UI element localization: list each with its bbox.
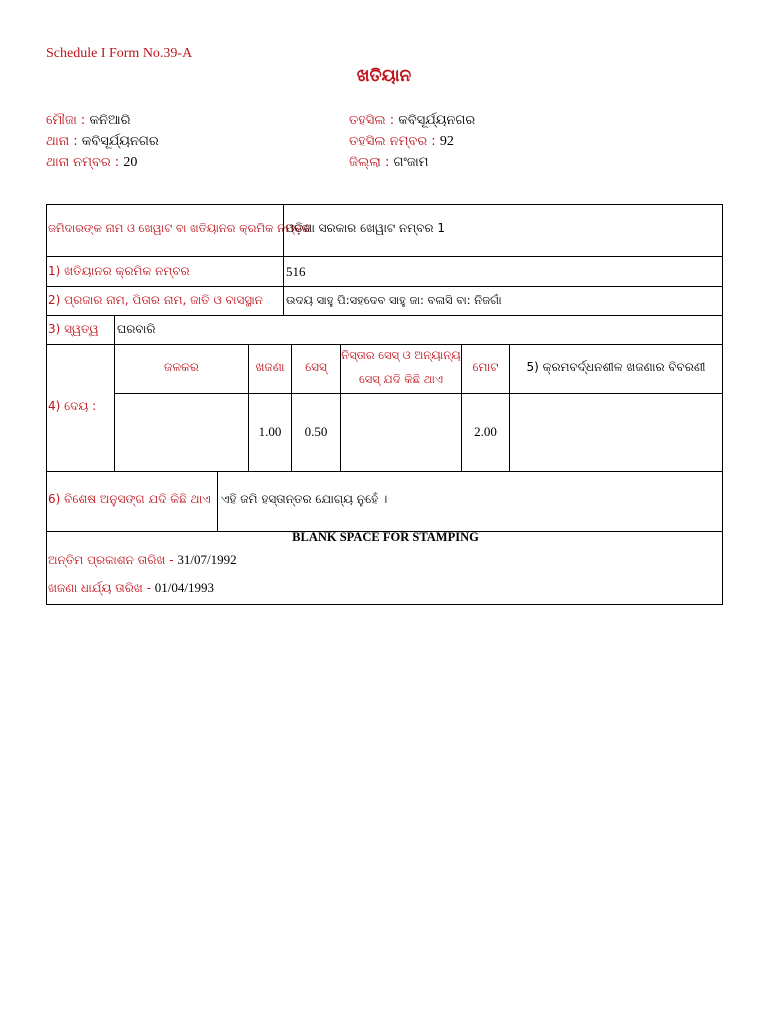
khatiyan-serial-value: 516 xyxy=(286,264,306,279)
table-rule xyxy=(340,344,341,471)
landlord-label: ଜମିଦାରଙ୍କ ନାମ ଓ ଖେୱାଟ ବା ଖତିୟାନର କ୍ରମିକ ନମ୍ବର xyxy=(48,221,311,235)
final-publication-value: 31/07/1992 xyxy=(177,552,237,567)
table-rule xyxy=(114,315,115,471)
thana-number-value: 20 xyxy=(123,155,138,170)
table-rule xyxy=(47,344,722,345)
nistar-header-line2: ସେସ୍ ଯଦି କିଛି ଥାଏ xyxy=(358,372,444,386)
left-info-block xyxy=(46,110,159,173)
nistar-header-line1: ନିସ୍ତାର ସେସ୍ ଓ ଅନ୍ୟାନ୍ୟ xyxy=(341,348,461,362)
tahasil-value: କବିସୂର୍ଯ୍ୟନଗର xyxy=(398,113,476,128)
tenant-label: 2) ପ୍ରଜାର ନାମ, ପିତାର ନାମ, ଜାତି ଓ ବାସସ୍ଥାନ xyxy=(48,293,263,307)
progressive-rent-header: 5) କ୍ରମବର୍ଦ୍ଧନଶୀଳ ଖଜଣାର ବିବରଣୀ xyxy=(526,360,706,374)
table-rule xyxy=(47,315,722,316)
ses-value: 0.50 xyxy=(304,424,328,439)
table-rule xyxy=(47,471,722,472)
khajana-assessment-date xyxy=(48,580,214,596)
khajana-header: ଖଜଣା xyxy=(255,360,285,374)
mot-header: ମୋଟ xyxy=(472,360,499,374)
thana-line xyxy=(46,131,159,152)
khatiyan-serial-label: 1) ଖତିୟାନର କ୍ରମିକ ନମ୍ବର xyxy=(48,264,190,278)
jalakar-header: ଜଳକର xyxy=(164,360,199,374)
thana-value: କବିସୂର୍ଯ୍ୟନଗର xyxy=(81,134,159,149)
dues-label: 4) ଦେୟ : xyxy=(48,399,97,413)
thana-number-line xyxy=(46,152,159,173)
special-remark-value: ଏହି ଜମି ହସ୍ତାନ୍ତର ଯୋଗ୍ୟ ନୁହେଁ । xyxy=(221,492,388,506)
right-value: ଘରବାରି xyxy=(117,322,156,336)
right-info-block xyxy=(349,110,475,173)
thana-label: ଥାନା : xyxy=(46,134,78,149)
final-publication-label: ଅନ୍ତିମ ପ୍ରକାଶନ ତାରିଖ - xyxy=(48,553,174,567)
thana-number-label: ଥାନା ନମ୍ବର : xyxy=(46,155,120,170)
district-line xyxy=(349,152,475,173)
khajana-assessment-value: 01/04/1993 xyxy=(154,580,214,595)
final-publication-date xyxy=(48,552,237,568)
landlord-value-text: ଓଡ଼ିଶା ସରକାର ଖେୱାଟ ନମ୍ବର 1 xyxy=(286,221,445,235)
tenant-value: ଉଦୟ ସାହୁ ପି:ସହଦେବ ସାହୁ ଜା: ବଳାସି ବା: ନିଜଗାଁ xyxy=(286,293,502,307)
schedule-form-number: Schedule I Form No.39-A xyxy=(46,46,193,61)
tahasil-line xyxy=(349,110,475,131)
tahasil-number-value: 92 xyxy=(439,134,454,149)
page-title: ଖତିୟାନ xyxy=(356,66,412,86)
district-label: ଜିଲ୍ଲା : xyxy=(349,155,390,170)
landlord-value xyxy=(286,221,445,236)
tahasil-label: ତହସିଲ : xyxy=(349,113,395,128)
special-remark-label: 6) ବିଶେଷ ଅନୁସଙ୍ଗ ଯଦି କିଛି ଥାଏ xyxy=(48,492,211,506)
table-rule xyxy=(114,393,722,394)
table-rule xyxy=(217,471,218,531)
mot-value: 2.00 xyxy=(474,424,497,439)
tahasil-number-label: ତହସିଲ ନମ୍ବର : xyxy=(349,134,436,149)
mouza-value: କନିଆରି xyxy=(89,113,131,128)
mouza-label: ମୌଜା : xyxy=(46,113,86,128)
right-label: 3) ସ୍ୱତ୍ୱ xyxy=(48,322,99,336)
tahasil-number-line xyxy=(349,131,475,152)
ses-header: ସେସ୍ xyxy=(305,360,327,374)
khajana-assessment-label: ଖଜଣା ଧାର୍ଯ୍ୟ ତାରିଖ - xyxy=(48,581,151,595)
stamp-space-label: BLANK SPACE FOR STAMPING xyxy=(292,530,479,544)
table-rule xyxy=(47,286,722,287)
table-rule xyxy=(47,256,722,257)
khajana-value: 1.00 xyxy=(258,424,282,439)
mouza-line xyxy=(46,110,159,131)
khatiyan-table xyxy=(46,204,723,605)
district-value: ଗଂଜାମ xyxy=(393,155,429,170)
